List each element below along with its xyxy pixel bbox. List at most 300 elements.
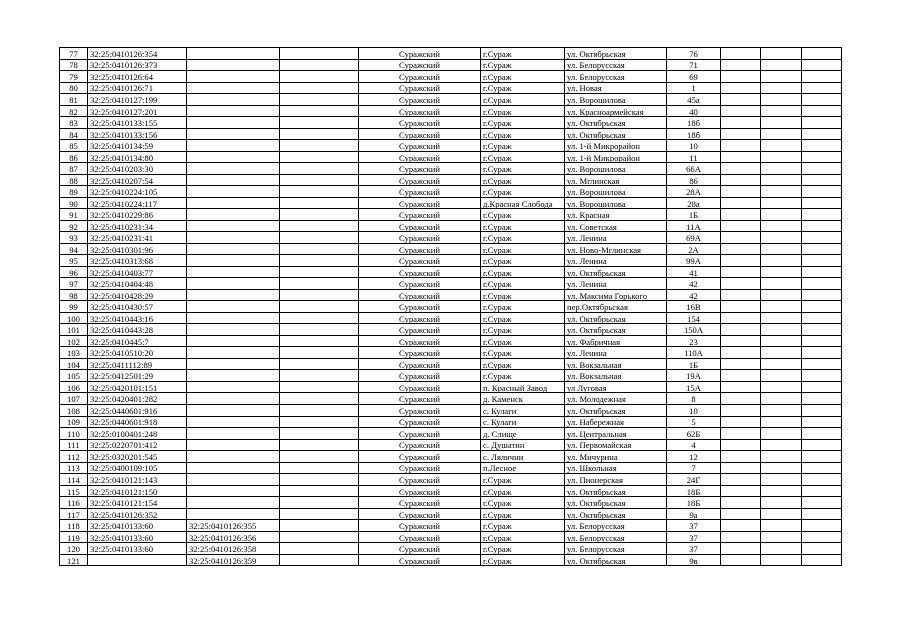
empty-cell <box>802 428 842 440</box>
empty-cell <box>802 232 842 244</box>
settlement-cell: п. Красный Завод <box>481 381 565 393</box>
row-number-cell: 96 <box>60 266 88 278</box>
empty-cell <box>721 71 761 83</box>
empty-cell <box>721 163 761 175</box>
empty-cell <box>721 94 761 106</box>
empty-cell <box>721 428 761 440</box>
street-cell: ул. Белорусская <box>565 59 667 71</box>
empty-cell <box>721 128 761 140</box>
cadastral-number-cell: 32:25:0410510:20 <box>88 347 187 359</box>
house-number-cell: 42 <box>667 289 721 301</box>
empty-cell <box>802 128 842 140</box>
settlement-cell: г.Сураж <box>481 209 565 221</box>
street-cell: ул. Набережная <box>565 416 667 428</box>
cadastral-number-cell: 32:25:0410428:29 <box>88 289 187 301</box>
empty-cell <box>761 416 802 428</box>
empty-cell <box>280 451 359 463</box>
empty-cell <box>761 554 802 566</box>
table-row <box>60 128 842 140</box>
empty-cell <box>280 393 359 405</box>
settlement-cell: г.Сураж <box>481 128 565 140</box>
linked-cadastral-number-cell <box>187 174 280 186</box>
empty-cell <box>280 48 359 60</box>
district-cell: Суражский <box>359 324 481 336</box>
empty-cell <box>761 393 802 405</box>
empty-cell <box>802 416 842 428</box>
settlement-cell: г.Сураж <box>481 543 565 555</box>
district-cell: Суражский <box>359 381 481 393</box>
row-number-cell: 77 <box>60 48 88 60</box>
row-number-cell: 116 <box>60 497 88 509</box>
district-cell: Суражский <box>359 232 481 244</box>
table-row <box>60 335 842 347</box>
empty-cell <box>280 381 359 393</box>
street-cell: ул. Октябрьская <box>565 485 667 497</box>
empty-cell <box>280 543 359 555</box>
empty-cell <box>802 531 842 543</box>
empty-cell <box>761 232 802 244</box>
empty-cell <box>280 301 359 313</box>
row-number-cell: 119 <box>60 531 88 543</box>
settlement-cell: г.Сураж <box>481 94 565 106</box>
street-cell: ул. Октябрьская <box>565 266 667 278</box>
empty-cell <box>280 335 359 347</box>
linked-cadastral-number-cell <box>187 381 280 393</box>
empty-cell <box>280 324 359 336</box>
empty-cell <box>721 301 761 313</box>
empty-cell <box>802 59 842 71</box>
house-number-cell: 45а <box>667 94 721 106</box>
row-number-cell: 109 <box>60 416 88 428</box>
row-number-cell: 114 <box>60 474 88 486</box>
house-number-cell: 10 <box>667 140 721 152</box>
row-number-cell: 104 <box>60 358 88 370</box>
linked-cadastral-number-cell <box>187 128 280 140</box>
empty-cell <box>721 174 761 186</box>
table-row <box>60 381 842 393</box>
table-row <box>60 151 842 163</box>
empty-cell <box>721 370 761 382</box>
empty-cell <box>802 140 842 152</box>
empty-cell <box>721 48 761 60</box>
house-number-cell: 11 <box>667 151 721 163</box>
empty-cell <box>802 186 842 198</box>
cadastral-number-cell: 32:25:0420101:151 <box>88 381 187 393</box>
row-number-cell: 94 <box>60 243 88 255</box>
row-number-cell: 110 <box>60 428 88 440</box>
house-number-cell: 12 <box>667 451 721 463</box>
settlement-cell: г.Сураж <box>481 266 565 278</box>
district-cell: Суражский <box>359 197 481 209</box>
house-number-cell: 69А <box>667 232 721 244</box>
settlement-cell: г.Сураж <box>481 289 565 301</box>
street-cell: ул. Октябрьская <box>565 128 667 140</box>
district-cell: Суражский <box>359 520 481 532</box>
cadastral-number-cell <box>88 554 187 566</box>
cadastral-number-cell: 32:25:0410126:64 <box>88 71 187 83</box>
linked-cadastral-number-cell <box>187 451 280 463</box>
district-cell: Суражский <box>359 393 481 405</box>
empty-cell <box>802 266 842 278</box>
empty-cell <box>721 451 761 463</box>
house-number-cell: 10 <box>667 404 721 416</box>
house-number-cell: 8 <box>667 393 721 405</box>
cadastral-number-cell: 32:25:0410404:48 <box>88 278 187 290</box>
empty-cell <box>280 243 359 255</box>
street-cell: ул. Новая <box>565 82 667 94</box>
linked-cadastral-number-cell <box>187 335 280 347</box>
district-cell: Суражский <box>359 255 481 267</box>
row-number-cell: 101 <box>60 324 88 336</box>
empty-cell <box>280 232 359 244</box>
street-cell: ул. Октябрьская <box>565 404 667 416</box>
linked-cadastral-number-cell <box>187 117 280 129</box>
linked-cadastral-number-cell <box>187 439 280 451</box>
empty-cell <box>721 289 761 301</box>
street-cell: ул. Красноармейская <box>565 105 667 117</box>
street-cell: ул. Октябрьская <box>565 554 667 566</box>
settlement-cell: г.Сураж <box>481 520 565 532</box>
linked-cadastral-number-cell <box>187 197 280 209</box>
table-row <box>60 324 842 336</box>
street-cell: ул. Октябрьская <box>565 312 667 324</box>
district-cell: Суражский <box>359 289 481 301</box>
empty-cell <box>280 71 359 83</box>
street-cell: ул. Белорусская <box>565 531 667 543</box>
street-cell: ул. Вокзальная <box>565 358 667 370</box>
row-number-cell: 98 <box>60 289 88 301</box>
row-number-cell: 108 <box>60 404 88 416</box>
table-row <box>60 48 842 60</box>
empty-cell <box>280 312 359 324</box>
house-number-cell: 23 <box>667 335 721 347</box>
cadastral-number-cell: 32:25:0410224:117 <box>88 197 187 209</box>
street-cell: ул. Ворошилова <box>565 197 667 209</box>
cadastral-number-cell: 32:25:0410403:77 <box>88 266 187 278</box>
district-cell: Суражский <box>359 266 481 278</box>
settlement-cell: г.Сураж <box>481 48 565 60</box>
cadastral-number-cell: 32:25:0440601:916 <box>88 404 187 416</box>
linked-cadastral-number-cell <box>187 255 280 267</box>
cadastral-number-cell: 32:25:0410133:60 <box>88 520 187 532</box>
district-cell: Суражский <box>359 508 481 520</box>
table-row <box>60 197 842 209</box>
district-cell: Суражский <box>359 428 481 440</box>
empty-cell <box>761 48 802 60</box>
empty-cell <box>761 255 802 267</box>
house-number-cell: 19А <box>667 370 721 382</box>
settlement-cell: д. Каменск <box>481 393 565 405</box>
table-row <box>60 370 842 382</box>
cadastral-number-cell: 32:25:0410443:28 <box>88 324 187 336</box>
house-number-cell: 42 <box>667 278 721 290</box>
table-row <box>60 266 842 278</box>
table-row <box>60 71 842 83</box>
house-number-cell: 69 <box>667 71 721 83</box>
empty-cell <box>280 497 359 509</box>
table-row <box>60 497 842 509</box>
empty-cell <box>802 451 842 463</box>
empty-cell <box>721 474 761 486</box>
linked-cadastral-number-cell <box>187 301 280 313</box>
empty-cell <box>280 117 359 129</box>
settlement-cell: г.Сураж <box>481 485 565 497</box>
row-number-cell: 113 <box>60 462 88 474</box>
district-cell: Суражский <box>359 347 481 359</box>
empty-cell <box>761 82 802 94</box>
district-cell: Суражский <box>359 543 481 555</box>
house-number-cell: 62Б <box>667 428 721 440</box>
cadastral-number-cell: 32:25:0410207:54 <box>88 174 187 186</box>
street-cell: ул. Октябрьская <box>565 497 667 509</box>
empty-cell <box>721 59 761 71</box>
cadastral-number-cell: 32:25:0410313:68 <box>88 255 187 267</box>
house-number-cell: 4 <box>667 439 721 451</box>
street-cell: ул. Ворошилова <box>565 94 667 106</box>
district-cell: Суражский <box>359 485 481 497</box>
empty-cell <box>721 82 761 94</box>
linked-cadastral-number-cell <box>187 232 280 244</box>
row-number-cell: 106 <box>60 381 88 393</box>
house-number-cell: 76 <box>667 48 721 60</box>
empty-cell <box>802 71 842 83</box>
cadastral-number-cell: 32:25:0410430:57 <box>88 301 187 313</box>
settlement-cell: д.Красная Слобода <box>481 197 565 209</box>
street-cell: ул. Мглинская <box>565 174 667 186</box>
row-number-cell: 90 <box>60 197 88 209</box>
district-cell: Суражский <box>359 94 481 106</box>
linked-cadastral-number-cell <box>187 105 280 117</box>
settlement-cell: г.Сураж <box>481 82 565 94</box>
district-cell: Суражский <box>359 220 481 232</box>
empty-cell <box>280 174 359 186</box>
street-cell: ул Луговая <box>565 381 667 393</box>
empty-cell <box>280 439 359 451</box>
row-number-cell: 105 <box>60 370 88 382</box>
house-number-cell: 1Б <box>667 358 721 370</box>
cadastral-number-cell: 32:25:0410126:373 <box>88 59 187 71</box>
street-cell: ул. Октябрьская <box>565 117 667 129</box>
street-cell: ул. Ленина <box>565 232 667 244</box>
linked-cadastral-number-cell <box>187 163 280 175</box>
empty-cell <box>280 128 359 140</box>
linked-cadastral-number-cell <box>187 243 280 255</box>
row-number-cell: 118 <box>60 520 88 532</box>
street-cell: ул. Ворошилова <box>565 186 667 198</box>
table-row <box>60 312 842 324</box>
empty-cell <box>721 439 761 451</box>
table-row <box>60 163 842 175</box>
table-row <box>60 428 842 440</box>
street-cell: ул. Белорусская <box>565 520 667 532</box>
row-number-cell: 85 <box>60 140 88 152</box>
empty-cell <box>802 117 842 129</box>
row-number-cell: 91 <box>60 209 88 221</box>
linked-cadastral-number-cell <box>187 324 280 336</box>
cadastral-number-cell: 32:25:0410134:59 <box>88 140 187 152</box>
street-cell: ул. Вокзальная <box>565 370 667 382</box>
linked-cadastral-number-cell: 32:25:0410126:359 <box>187 554 280 566</box>
row-number-cell: 84 <box>60 128 88 140</box>
settlement-cell: г.Сураж <box>481 554 565 566</box>
table-row <box>60 94 842 106</box>
cadastral-number-cell: 32:25:0410231:34 <box>88 220 187 232</box>
empty-cell <box>802 312 842 324</box>
empty-cell <box>761 163 802 175</box>
linked-cadastral-number-cell: 32:25:0410126:358 <box>187 543 280 555</box>
empty-cell <box>761 278 802 290</box>
settlement-cell: г.Сураж <box>481 174 565 186</box>
empty-cell <box>280 82 359 94</box>
street-cell: ул. 1-й Микрорайон <box>565 140 667 152</box>
cadastral-number-cell: 32:25:0410121:143 <box>88 474 187 486</box>
empty-cell <box>280 462 359 474</box>
empty-cell <box>280 520 359 532</box>
cadastral-number-cell: 32:25:0410126:71 <box>88 82 187 94</box>
cadastral-number-cell: 32:25:0410133:60 <box>88 543 187 555</box>
table-row <box>60 243 842 255</box>
house-number-cell: 2А <box>667 243 721 255</box>
cadastral-number-cell: 32:25:0410445:7 <box>88 335 187 347</box>
row-number-cell: 100 <box>60 312 88 324</box>
empty-cell <box>802 404 842 416</box>
cadastral-number-cell: 32:25:0410134:80 <box>88 151 187 163</box>
table-row <box>60 358 842 370</box>
table-row <box>60 393 842 405</box>
empty-cell <box>761 485 802 497</box>
empty-cell <box>761 140 802 152</box>
linked-cadastral-number-cell <box>187 220 280 232</box>
empty-cell <box>280 140 359 152</box>
empty-cell <box>802 220 842 232</box>
settlement-cell: г.Сураж <box>481 312 565 324</box>
linked-cadastral-number-cell <box>187 94 280 106</box>
empty-cell <box>761 312 802 324</box>
row-number-cell: 89 <box>60 186 88 198</box>
empty-cell <box>761 324 802 336</box>
empty-cell <box>280 358 359 370</box>
cadastral-number-cell: 32:25:0410133:156 <box>88 128 187 140</box>
street-cell: ул. Первомайская <box>565 439 667 451</box>
empty-cell <box>761 335 802 347</box>
empty-cell <box>280 163 359 175</box>
empty-cell <box>802 94 842 106</box>
house-number-cell: 16В <box>667 301 721 313</box>
empty-cell <box>721 324 761 336</box>
row-number-cell: 86 <box>60 151 88 163</box>
house-number-cell: 86 <box>667 174 721 186</box>
empty-cell <box>280 105 359 117</box>
empty-cell <box>280 531 359 543</box>
empty-cell <box>761 462 802 474</box>
house-number-cell: 9в <box>667 554 721 566</box>
district-cell: Суражский <box>359 497 481 509</box>
district-cell: Суражский <box>359 416 481 428</box>
street-cell: ул. Школьная <box>565 462 667 474</box>
empty-cell <box>721 335 761 347</box>
empty-cell <box>721 347 761 359</box>
house-number-cell: 28А <box>667 186 721 198</box>
house-number-cell: 41 <box>667 266 721 278</box>
row-number-cell: 82 <box>60 105 88 117</box>
house-number-cell: 66А <box>667 163 721 175</box>
cadastral-number-cell: 32:25:0410231:41 <box>88 232 187 244</box>
empty-cell <box>721 266 761 278</box>
row-number-cell: 83 <box>60 117 88 129</box>
linked-cadastral-number-cell <box>187 462 280 474</box>
empty-cell <box>280 485 359 497</box>
settlement-cell: с. Лялични <box>481 451 565 463</box>
settlement-cell: г.Сураж <box>481 151 565 163</box>
empty-cell <box>280 370 359 382</box>
row-number-cell: 120 <box>60 543 88 555</box>
empty-cell <box>721 416 761 428</box>
empty-cell <box>721 312 761 324</box>
empty-cell <box>802 543 842 555</box>
row-number-cell: 95 <box>60 255 88 267</box>
cadastral-number-cell: 32:25:0410121:154 <box>88 497 187 509</box>
empty-cell <box>761 439 802 451</box>
empty-cell <box>280 151 359 163</box>
settlement-cell: д. Слище <box>481 428 565 440</box>
empty-cell <box>721 140 761 152</box>
house-number-cell: 18б <box>667 128 721 140</box>
empty-cell <box>761 151 802 163</box>
street-cell: ул. Ново-Мглинская <box>565 243 667 255</box>
settlement-cell: г.Сураж <box>481 232 565 244</box>
linked-cadastral-number-cell <box>187 48 280 60</box>
cadastral-number-cell: 32:25:0410127:199 <box>88 94 187 106</box>
table-row <box>60 301 842 313</box>
settlement-cell: г.Сураж <box>481 186 565 198</box>
row-number-cell: 87 <box>60 163 88 175</box>
house-number-cell: 40 <box>667 105 721 117</box>
empty-cell <box>802 197 842 209</box>
district-cell: Суражский <box>359 128 481 140</box>
row-number-cell: 103 <box>60 347 88 359</box>
empty-cell <box>280 289 359 301</box>
table-row <box>60 186 842 198</box>
settlement-cell: г.Сураж <box>481 255 565 267</box>
district-cell: Суражский <box>359 358 481 370</box>
empty-cell <box>761 451 802 463</box>
table-row <box>60 220 842 232</box>
table-row <box>60 105 842 117</box>
house-number-cell: 28а <box>667 197 721 209</box>
house-number-cell: 37 <box>667 520 721 532</box>
row-number-cell: 112 <box>60 451 88 463</box>
linked-cadastral-number-cell <box>187 474 280 486</box>
empty-cell <box>280 220 359 232</box>
table-row <box>60 485 842 497</box>
row-number-cell: 107 <box>60 393 88 405</box>
street-cell: ул. Ленина <box>565 255 667 267</box>
table-row <box>60 174 842 186</box>
street-cell: ул. Красная <box>565 209 667 221</box>
empty-cell <box>802 381 842 393</box>
empty-cell <box>280 404 359 416</box>
street-cell: пер.Октябрьская <box>565 301 667 313</box>
street-cell: ул. Фабричная <box>565 335 667 347</box>
linked-cadastral-number-cell <box>187 140 280 152</box>
district-cell: Суражский <box>359 462 481 474</box>
linked-cadastral-number-cell: 32:25:0410126:355 <box>187 520 280 532</box>
district-cell: Суражский <box>359 335 481 347</box>
cadastral-number-cell: 32:25:0410127:201 <box>88 105 187 117</box>
empty-cell <box>761 508 802 520</box>
empty-cell <box>721 462 761 474</box>
settlement-cell: п.Лесное <box>481 462 565 474</box>
